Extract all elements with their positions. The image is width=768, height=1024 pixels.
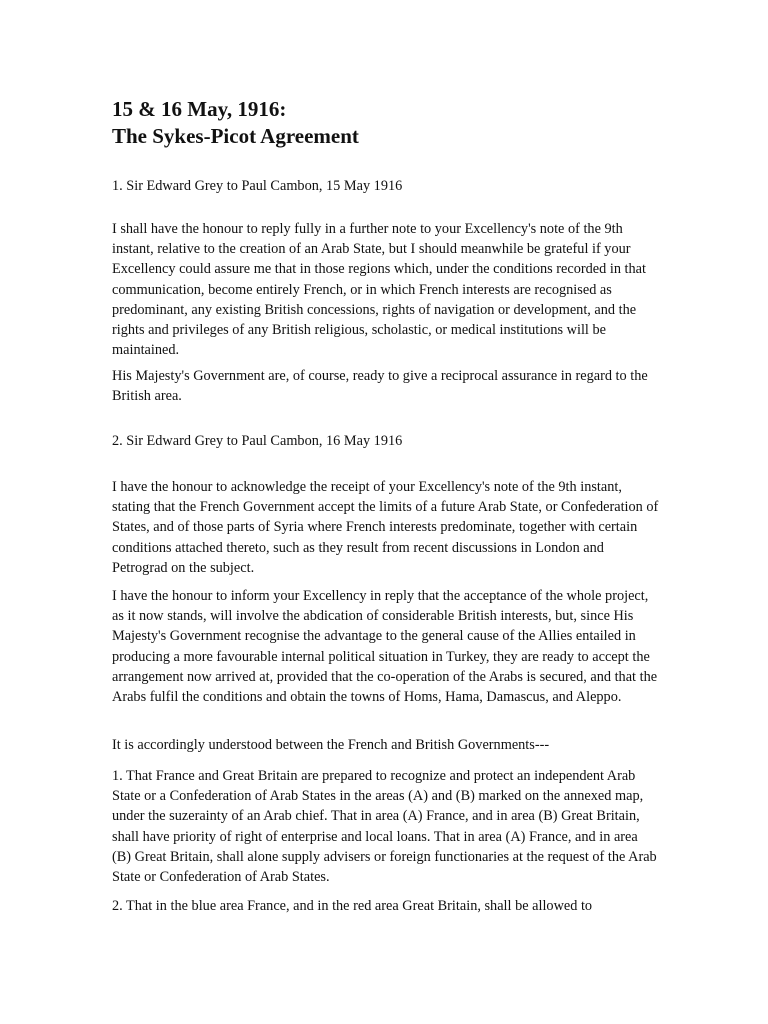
letter-2-paragraph-2: I have the honour to inform your Excellency in reply that the acceptance of the whole project, as it now stands, will involve the abdication of considerable British interests, but, since His Majesty's Government recognise the advantage to the general cause of the Allies entailed in producing a more favourable internal political situation in Turkey, they are ready to accept the arrangement now arrived at, provided that the co-operation of the Arabs is secured, and that the Arabs fulfil the conditions and obtain the towns of Homs, Hama, Damascus, and Aleppo. (112, 588, 658, 706)
document-body (112, 96, 660, 914)
letter-2-paragraph-3: It is accordingly understood between the French and British Governments--- (112, 737, 550, 753)
letter-2-paragraph-1: I have the honour to acknowledge the receipt of your Excellency's note of the 9th instant, stating that the French Government accept the limits of a future Arab State, or Confederation of States, and of those parts of Syria where French interests predominate, together with certain conditions attached thereto, such as they result from recent discussions in London and Petrograd on the subject. (112, 479, 659, 576)
letter-1-paragraph-2: His Majesty's Government are, of course, ready to give a reciprocal assurance in regard to the British area. (112, 368, 648, 405)
letter-2-paragraph-5: 2. That in the blue area France, and in the red area Great Britain, shall be allowed to (112, 898, 593, 914)
letter-2-heading: 2. Sir Edward Grey to Paul Cambon, 16 May 1916 (112, 433, 403, 449)
title-date: 15 & 16 May, 1916: (112, 97, 287, 121)
letter-1-heading: 1. Sir Edward Grey to Paul Cambon, 15 May 1916 (112, 178, 403, 194)
letter-1-paragraph-1: I shall have the honour to reply fully in a further note to your Excellency's note of the 9th instant, relative to the creation of an Arab State, but I should meanwhile be grateful if your Excellency could assure me that in those regions which, under the conditions recorded in that communication, become entirely French, or in which French interests are recognised as predominant, any existing British concessions, rights of navigation or development, and the rights and privileges of any British religious, scholastic, or medical institutions will be maintained. (112, 221, 646, 359)
letter-2-paragraph-4: 1. That France and Great Britain are prepared to recognize and protect an independent Arab State or a Confederation of Arab States in the areas (A) and (B) marked on the annexed map, under the suzerainty of an Arab chief. That in area (A) France, and in area (B) Great Britain, shall have priority of right of enterprise and local loans. That in area (A) France, and in area (B) Great Britain, shall alone supply advisers or foreign functionaries at the request of the Arab State or Confederation of Arab States. (112, 768, 657, 886)
title-main: The Sykes-Picot Agreement (112, 124, 359, 148)
document-title (112, 96, 660, 150)
